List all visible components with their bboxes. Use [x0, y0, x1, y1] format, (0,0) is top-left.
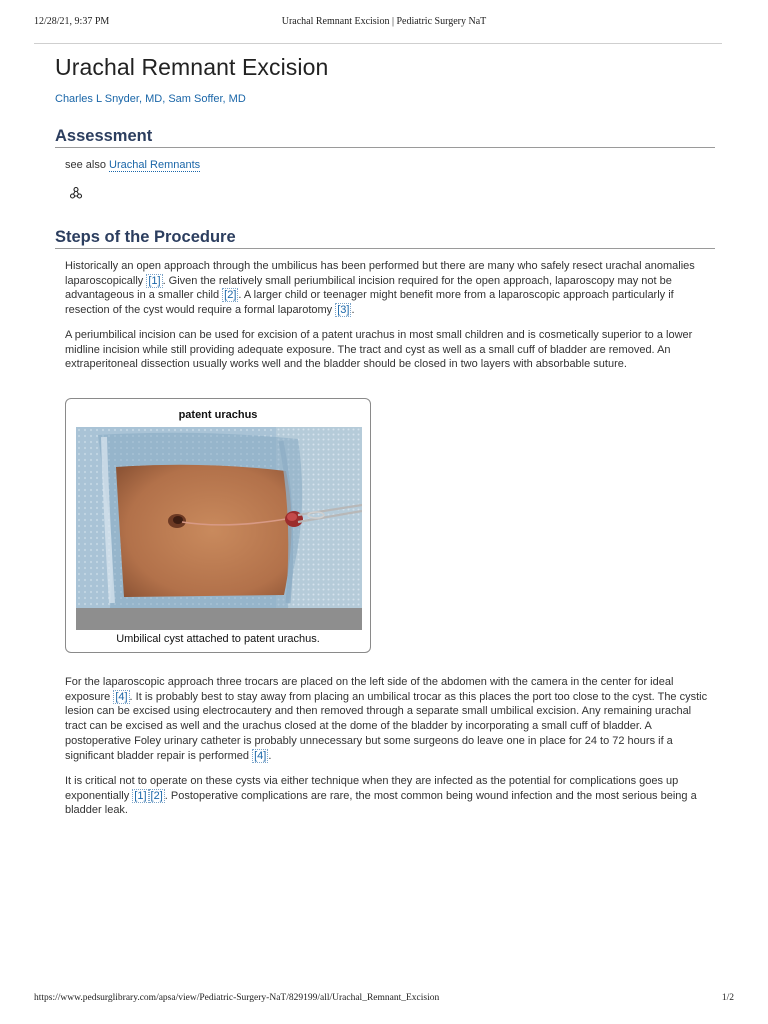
paragraph-text: . Given the relatively small periumbilical incision required for the open approach, laparoscopy may not be advantageous in a smaller child [65, 274, 672, 302]
reference-link[interactable]: [4] [254, 749, 267, 762]
paragraph-text: For the laparoscopic approach three trocars are placed on the left side of the abdomen with the camera in the center for ideal exposure [65, 676, 674, 703]
reference-link[interactable]: [1] [134, 789, 147, 802]
author-separator: , [162, 93, 169, 105]
paragraph-text: . Postoperative complications are rare, the most common being wound infection and the most serious being a bladder leak. [65, 789, 697, 817]
print-datetime: 12/28/21, 9:37 PM [34, 16, 110, 27]
header-divider [34, 43, 722, 44]
see-also-link-urachal-remnants[interactable]: Urachal Remnants [109, 159, 201, 171]
paragraph-text: A periumbilical incision can be used for excision of a patent urachus in most small children and is cosmetically superior to a lower midline incision while still providing adequate exposure. The tract and cyst as well as a small cuff of bladder are removed. An extraperitoneal dissection usually works well and the bladder should be closed in two layers with absorbable suture. [65, 329, 693, 371]
section-heading-steps: Steps of the Procedure [55, 228, 715, 249]
print-page-number: 1/2 [721, 993, 734, 1003]
reference-link[interactable]: [3] [337, 304, 350, 317]
paragraph [65, 259, 715, 318]
paragraph-text: . It is probably best to stay away from placing an umbilical trocar as this places the port too close to the cyst. The cystic lesion can be excised using electrocautery and then removed through a separate small umbilical excision. Any remaining urachal tract can be excised as well and the urachus closed at the dome of the bladder by incorporating a small cuff of bladder. A postoperative Foley urinary catheter is probably unnecessary but some surgeons do leave one in place for 24 to 72 hours if a significant bladder repair is performed [65, 690, 708, 762]
figure-caption: Umbilical cyst attached to patent urachus. [116, 633, 320, 645]
page-title: Urachal Remnant Excision [55, 54, 329, 80]
section-heading-assessment: Assessment [55, 127, 715, 148]
print-url: https://www.pedsurglibrary.com/apsa/view/Pediatric-Surgery-NaT/829199/all/Urachal_Remnant_Excision [34, 993, 440, 1003]
paragraph [65, 328, 715, 372]
share-nodes-icon[interactable] [69, 186, 83, 200]
paragraph-text: It is critical not to operate on these cysts via either technique when they are infected as the potential for complications goes up exponentially [65, 775, 679, 802]
print-page-title: Urachal Remnant Excision | Pediatric Surgery NaT [281, 16, 487, 27]
see-also-prefix: see also [65, 159, 106, 171]
figure-title: patent urachus [178, 409, 258, 421]
author-link[interactable]: Charles L Snyder, MD [55, 93, 163, 105]
paragraph [65, 675, 715, 763]
see-also [65, 159, 200, 171]
print-header [34, 16, 734, 30]
reference-link[interactable]: [4] [115, 690, 128, 703]
author-list [55, 93, 246, 105]
author-link[interactable]: Sam Soffer, MD [168, 93, 246, 105]
figure-photo[interactable] [76, 427, 362, 630]
paragraph-text: . A larger child or teenager might benefit more from a laparoscopic approach particularly if resection of the cyst would require a formal laparotomy [65, 289, 674, 317]
reference-link[interactable]: [2] [150, 789, 163, 802]
reference-link[interactable]: [1] [148, 274, 161, 287]
print-footer [34, 993, 734, 1007]
paragraph-text: . [268, 749, 272, 762]
reference-link[interactable]: [2] [224, 289, 237, 302]
figure-card[interactable] [65, 398, 371, 653]
paragraph-text: Historically an open approach through the umbilicus has been performed but there are many who safely resect urachal anomalies laparoscopically [65, 260, 695, 287]
paragraph [65, 774, 715, 818]
paragraph-text: . [351, 304, 355, 317]
